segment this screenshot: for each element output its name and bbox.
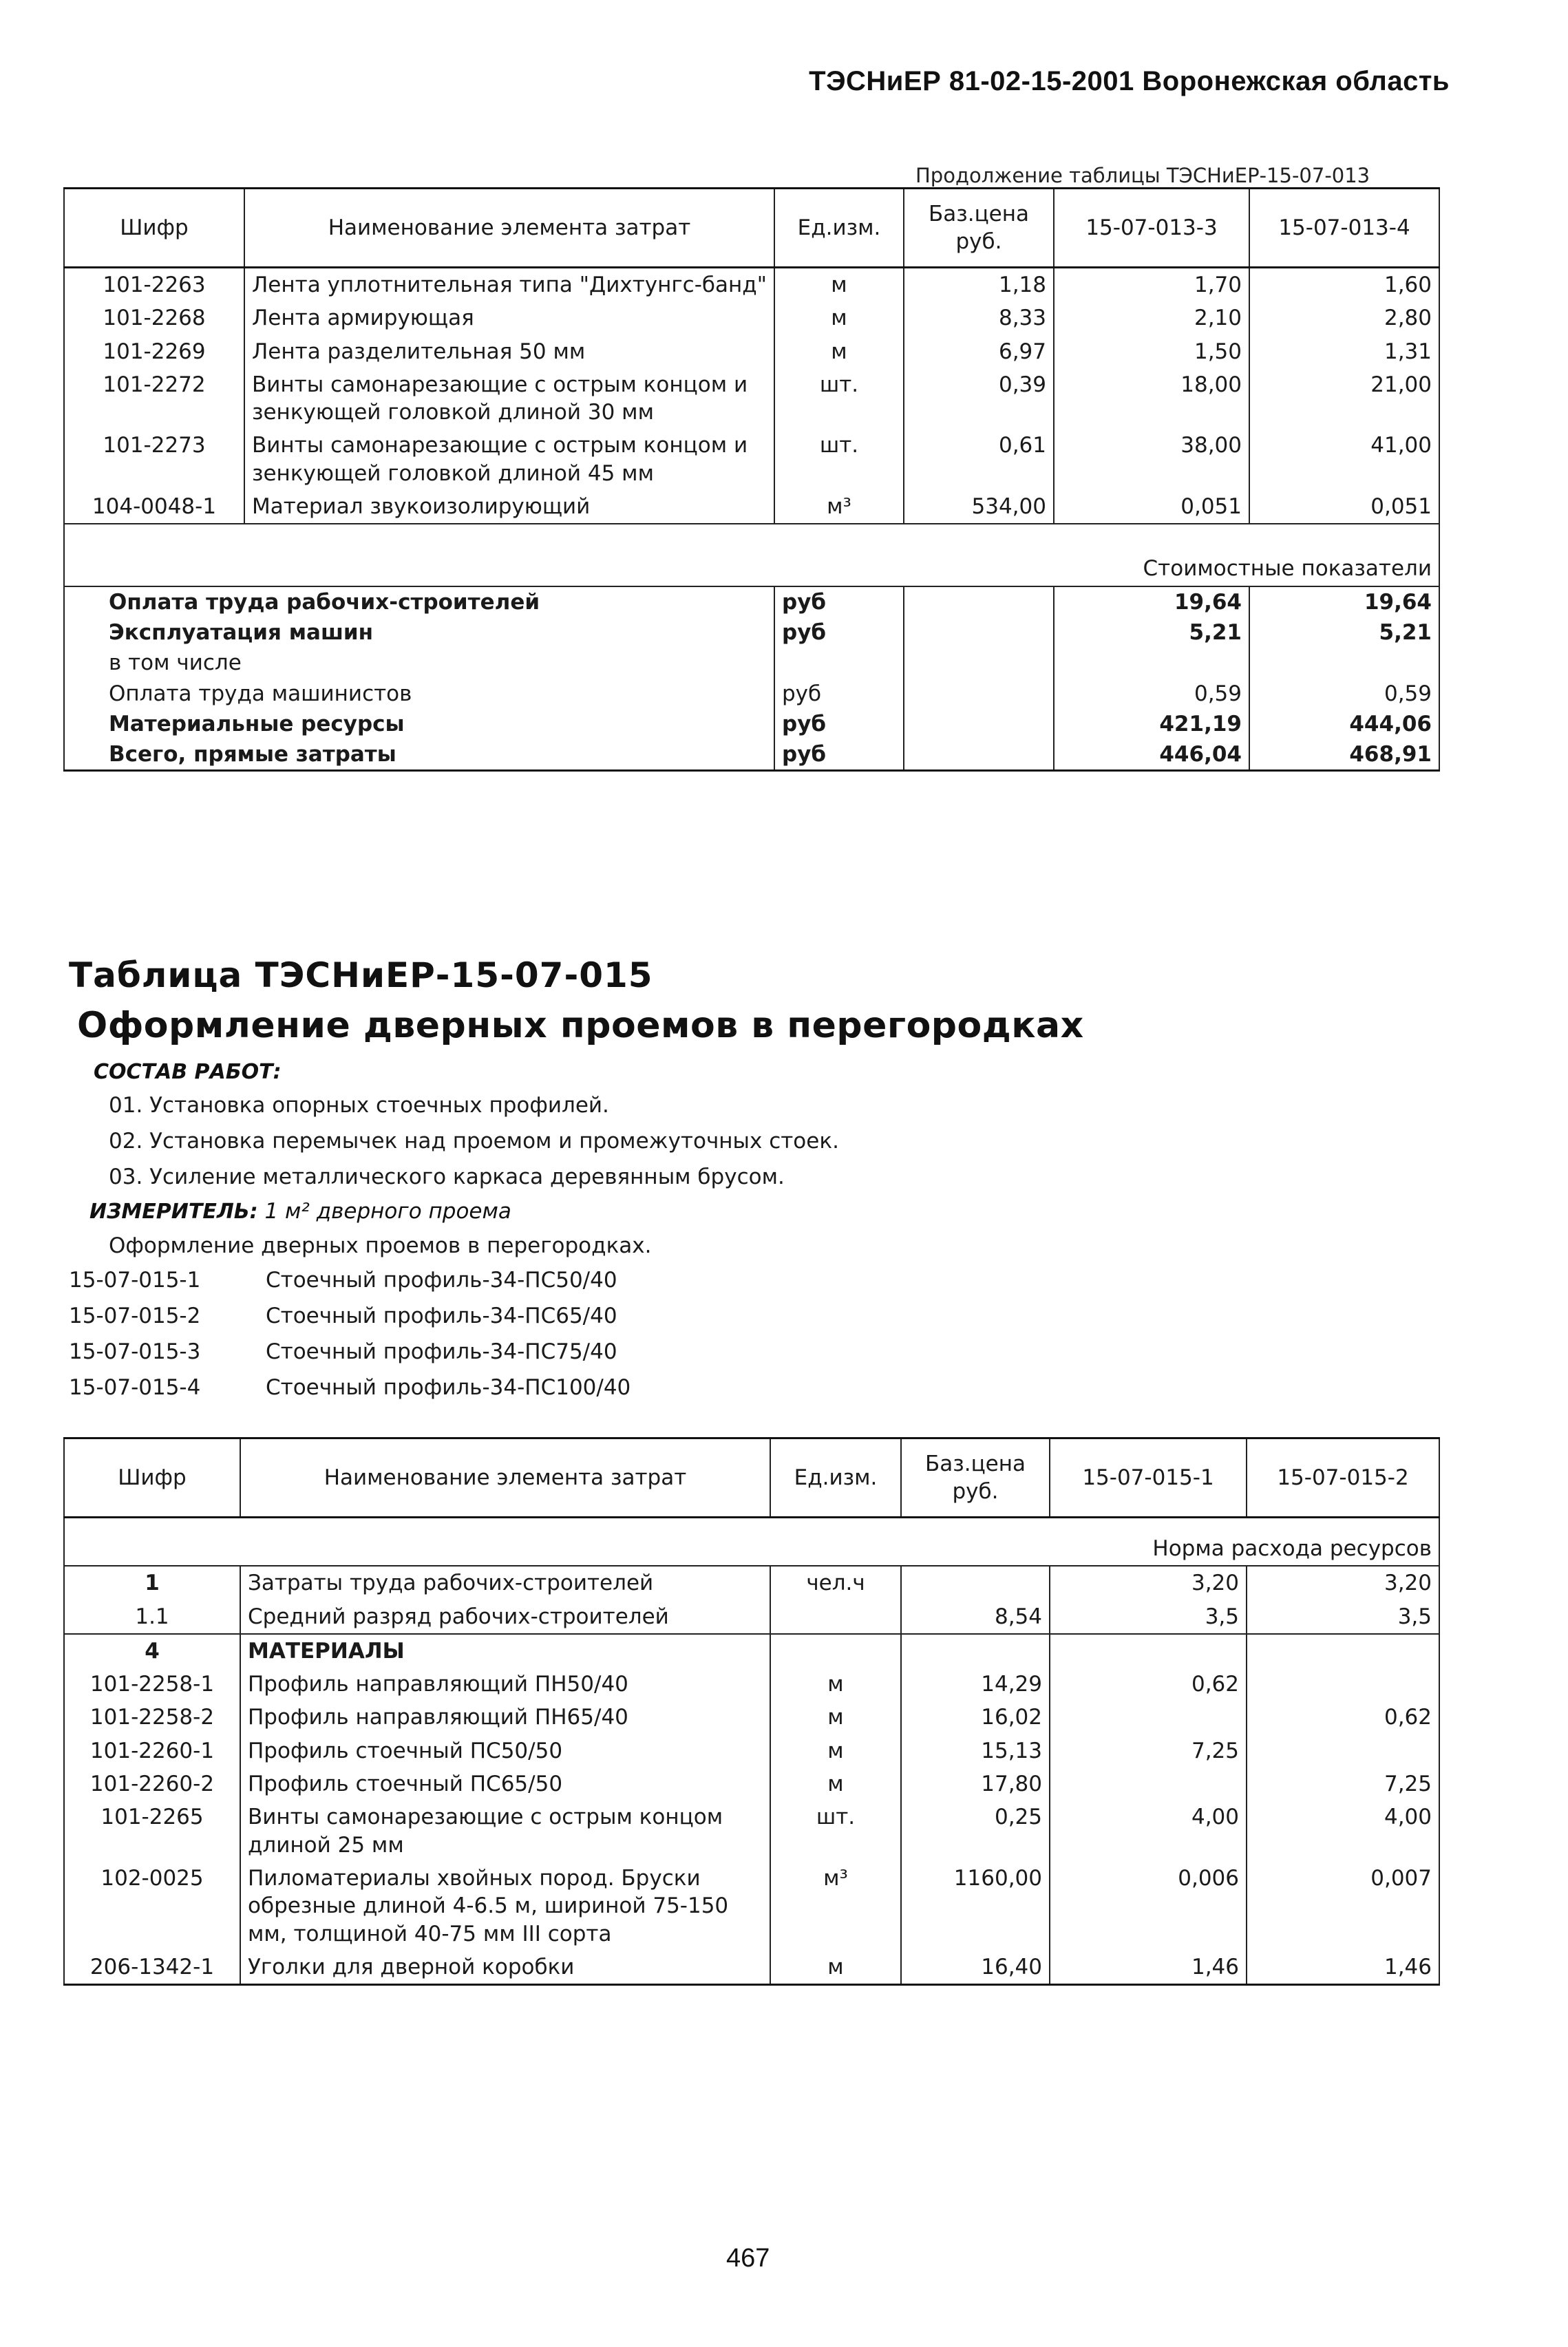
cell-price [901,1566,1050,1600]
cell-price: 0,25 [901,1801,1050,1862]
cell-value-2 [1247,1668,1439,1701]
col-header-variant-1: 15-07-015-1 [1050,1438,1247,1518]
summary-value-2: 19,64 [1249,586,1439,617]
summary-value-2: 468,91 [1249,739,1439,771]
table-row [64,1734,1439,1767]
cell-unit: м [770,1668,901,1701]
cell-name: Лента армирующая [244,301,774,334]
variant-code: 15-07-015-1 [69,1268,201,1293]
summary-unit: руб [774,586,904,617]
variant-name: Стоечный профиль-34-ПС50/40 [266,1268,617,1293]
summary-unit [774,648,904,678]
summary-name: Оплата труда машинистов [64,679,774,709]
cell-value-1: 1,50 [1054,335,1249,368]
summary-value-1: 446,04 [1054,739,1249,771]
cell-price: 0,61 [904,429,1054,490]
summary-value-2: 5,21 [1249,617,1439,648]
cell-value-1: 4,00 [1050,1801,1247,1862]
work-item: 02. Установка перемычек над проемом и промежуточных стоек. [109,1129,839,1154]
cell-value-1: 0,62 [1050,1668,1247,1701]
table-row [64,1701,1439,1734]
table2-description: Оформление дверных проемов в перегородках. [109,1233,652,1258]
cell-value-2: 1,60 [1249,268,1439,302]
cell-value-2: 2,80 [1249,301,1439,334]
cell-unit: м [770,1734,901,1767]
col-header-price: Баз.цена руб. [904,189,1054,268]
cell-name: Профиль направляющий ПН50/40 [240,1668,770,1701]
variant-item [69,1268,631,1304]
cell-unit [770,1634,901,1668]
cell-name: Уголки для дверной коробки [240,1951,770,1985]
cell-value-2: 41,00 [1249,429,1439,490]
cell-code: 101-2258-1 [64,1668,240,1701]
cell-price: 8,33 [904,301,1054,334]
cell-price [901,1634,1050,1668]
variant-name: Стоечный профиль-34-ПС100/40 [266,1375,631,1400]
cell-value-2: 21,00 [1249,368,1439,429]
summary-value-1: 19,64 [1054,586,1249,617]
cell-name: Затраты труда рабочих-строителей [240,1566,770,1600]
cell-code: 1.1 [64,1600,240,1634]
summary-price [904,679,1054,709]
cell-price: 15,13 [901,1734,1050,1767]
cell-value-1 [1050,1767,1247,1801]
table-row [64,301,1439,334]
variant-list [69,1268,631,1411]
summary-value-1 [1054,648,1249,678]
cell-price: 1160,00 [901,1862,1050,1951]
cell-price: 16,02 [901,1701,1050,1734]
cell-name: Лента уплотнительная типа "Дихтунгс-банд" [244,268,774,302]
running-header: ТЭСНиЕР 81-02-15-2001 Воронежская область [809,66,1450,96]
cell-name: МАТЕРИАЛЫ [240,1634,770,1668]
table1-header-row [64,189,1439,268]
norm-band-row [64,1518,1439,1567]
page-number: 467 [726,2244,770,2273]
cell-code: 101-2269 [64,335,244,368]
cell-value-1 [1050,1701,1247,1734]
cell-value-2: 1,46 [1247,1951,1439,1985]
col-header-name: Наименование элемента затрат [244,189,774,268]
cell-unit: шт. [774,429,904,490]
cell-price: 534,00 [904,490,1054,524]
cell-price: 14,29 [901,1668,1050,1701]
summary-row [64,679,1439,709]
cell-name: Средний разряд рабочих-строителей [240,1600,770,1634]
cell-unit: м [774,268,904,302]
table-row [64,268,1439,302]
work-item: 01. Установка опорных стоечных профилей. [109,1093,609,1118]
summary-name: Эксплуатация машин [64,617,774,648]
cell-value-1: 7,25 [1050,1734,1247,1767]
cell-value-1: 3,5 [1050,1600,1247,1634]
summary-price [904,739,1054,771]
cell-value-2: 7,25 [1247,1767,1439,1801]
table2-subtitle: Оформление дверных проемов в перегородках [77,1005,1084,1046]
cell-unit: м³ [774,490,904,524]
cell-name: Винты самонарезающие с острым концом длиной 25 мм [240,1801,770,1862]
summary-value-1: 0,59 [1054,679,1249,709]
cell-code: 102-0025 [64,1862,240,1951]
cell-value-2 [1247,1734,1439,1767]
summary-value-2 [1249,648,1439,678]
table-row [64,1600,1439,1634]
cell-name: Профиль стоечный ПС50/50 [240,1734,770,1767]
variant-item [69,1375,631,1411]
variant-item [69,1304,631,1339]
summary-value-2: 0,59 [1249,679,1439,709]
cell-name: Винты самонарезающие с острым концом и зенкующей головкой длиной 30 мм [244,368,774,429]
cell-value-2: 3,5 [1247,1600,1439,1634]
cell-code: 101-2268 [64,301,244,334]
summary-row [64,709,1439,739]
table-row [64,490,1439,524]
col-header-code: Шифр [64,1438,240,1518]
col-header-price: Баз.цена руб. [901,1438,1050,1518]
table-row [64,429,1439,490]
summary-row [64,648,1439,678]
table2 [63,1437,1440,1986]
cost-band-label: Стоимостные показатели [64,524,1439,586]
cell-price: 6,97 [904,335,1054,368]
cell-unit: м [770,1951,901,1985]
cell-code: 101-2260-2 [64,1767,240,1801]
cell-unit: м [770,1701,901,1734]
summary-unit: руб [774,739,904,771]
meter-line [89,1199,511,1224]
col-header-variant-1: 15-07-013-3 [1054,189,1249,268]
cell-value-1: 1,46 [1050,1951,1247,1985]
variant-item [69,1339,631,1375]
cell-value-1: 38,00 [1054,429,1249,490]
col-header-variant-2: 15-07-015-2 [1247,1438,1439,1518]
cell-unit: шт. [774,368,904,429]
summary-name: Оплата труда рабочих-строителей [64,586,774,617]
cell-value-1: 3,20 [1050,1566,1247,1600]
cell-price: 16,40 [901,1951,1050,1985]
col-header-name: Наименование элемента затрат [240,1438,770,1518]
col-header-unit: Ед.изм. [770,1438,901,1518]
col-header-code: Шифр [64,189,244,268]
summary-unit: руб [774,679,904,709]
summary-value-2: 444,06 [1249,709,1439,739]
summary-name: в том числе [64,648,774,678]
variant-name: Стоечный профиль-34-ПС65/40 [266,1304,617,1328]
cell-value-2: 1,31 [1249,335,1439,368]
table1-caption: Продолжение таблицы ТЭСНиЕР-15-07-013 [915,164,1370,187]
cell-name: Лента разделительная 50 мм [244,335,774,368]
summary-price [904,586,1054,617]
table-row [64,1668,1439,1701]
table-row [64,1767,1439,1801]
cell-value-2: 4,00 [1247,1801,1439,1862]
cell-unit: м [774,301,904,334]
summary-name: Материальные ресурсы [64,709,774,739]
cell-value-1: 2,10 [1054,301,1249,334]
cell-unit: м³ [770,1862,901,1951]
cell-unit: шт. [770,1801,901,1862]
cell-value-2: 3,20 [1247,1566,1439,1600]
work-item: 03. Усиление металлического каркаса деревянным брусом. [109,1165,785,1189]
cell-name: Профиль направляющий ПН65/40 [240,1701,770,1734]
col-header-variant-2: 15-07-013-4 [1249,189,1439,268]
cell-unit: чел.ч [770,1566,901,1600]
cell-code: 101-2263 [64,268,244,302]
cell-code: 101-2258-2 [64,1701,240,1734]
summary-price [904,617,1054,648]
variant-code: 15-07-015-3 [69,1339,201,1364]
cell-code: 206-1342-1 [64,1951,240,1985]
cell-price: 17,80 [901,1767,1050,1801]
cell-price: 0,39 [904,368,1054,429]
cell-unit [770,1600,901,1634]
cell-code: 104-0048-1 [64,490,244,524]
variant-name: Стоечный профиль-34-ПС75/40 [266,1339,617,1364]
table-row [64,1801,1439,1862]
cell-value-1: 18,00 [1054,368,1249,429]
table-row [64,1951,1439,1985]
variant-code: 15-07-015-4 [69,1375,201,1400]
cell-code: 1 [64,1566,240,1600]
cell-value-1: 1,70 [1054,268,1249,302]
table2-header-row [64,1438,1439,1518]
cell-value-2: 0,007 [1247,1862,1439,1951]
cost-band-row [64,524,1439,586]
cell-code: 101-2260-1 [64,1734,240,1767]
cell-name: Материал звукоизолирующий [244,490,774,524]
summary-row [64,586,1439,617]
summary-value-1: 5,21 [1054,617,1249,648]
variant-code: 15-07-015-2 [69,1304,201,1328]
meter-value: 1 м² дверного проема [264,1199,511,1224]
table-row [64,1566,1439,1600]
cell-name: Пиломатериалы хвойных пород. Бруски обрезные длиной 4-6.5 м, шириной 75-150 мм, толщиной 40-75 мм III сорта [240,1862,770,1951]
cell-unit: м [774,335,904,368]
summary-row [64,617,1439,648]
table-row [64,335,1439,368]
cell-value-2: 0,051 [1249,490,1439,524]
summary-value-1: 421,19 [1054,709,1249,739]
table2-title: Таблица ТЭСНиЕР-15-07-015 [69,955,653,995]
section-row [64,1634,1439,1668]
cell-price: 8,54 [901,1600,1050,1634]
summary-price [904,709,1054,739]
cell-value-1 [1050,1634,1247,1668]
cell-value-2 [1247,1634,1439,1668]
cell-name: Профиль стоечный ПС65/50 [240,1767,770,1801]
cell-unit: м [770,1767,901,1801]
col-header-unit: Ед.изм. [774,189,904,268]
cell-code: 101-2272 [64,368,244,429]
summary-row [64,739,1439,771]
summary-unit: руб [774,709,904,739]
summary-name: Всего, прямые затраты [64,739,774,771]
cell-code: 4 [64,1634,240,1668]
cell-value-2: 0,62 [1247,1701,1439,1734]
cell-price: 1,18 [904,268,1054,302]
summary-unit: руб [774,617,904,648]
cell-code: 101-2273 [64,429,244,490]
meter-label: ИЗМЕРИТЕЛЬ: [89,1200,258,1224]
cell-code: 101-2265 [64,1801,240,1862]
table-row [64,1862,1439,1951]
cell-name: Винты самонарезающие с острым концом и зенкующей головкой длиной 45 мм [244,429,774,490]
norm-band-label: Норма расхода ресурсов [64,1518,1439,1567]
work-composition-label: СОСТАВ РАБОТ: [94,1060,282,1084]
table-row [64,368,1439,429]
cell-value-1: 0,006 [1050,1862,1247,1951]
summary-price [904,648,1054,678]
cell-value-1: 0,051 [1054,490,1249,524]
table1 [63,187,1440,772]
